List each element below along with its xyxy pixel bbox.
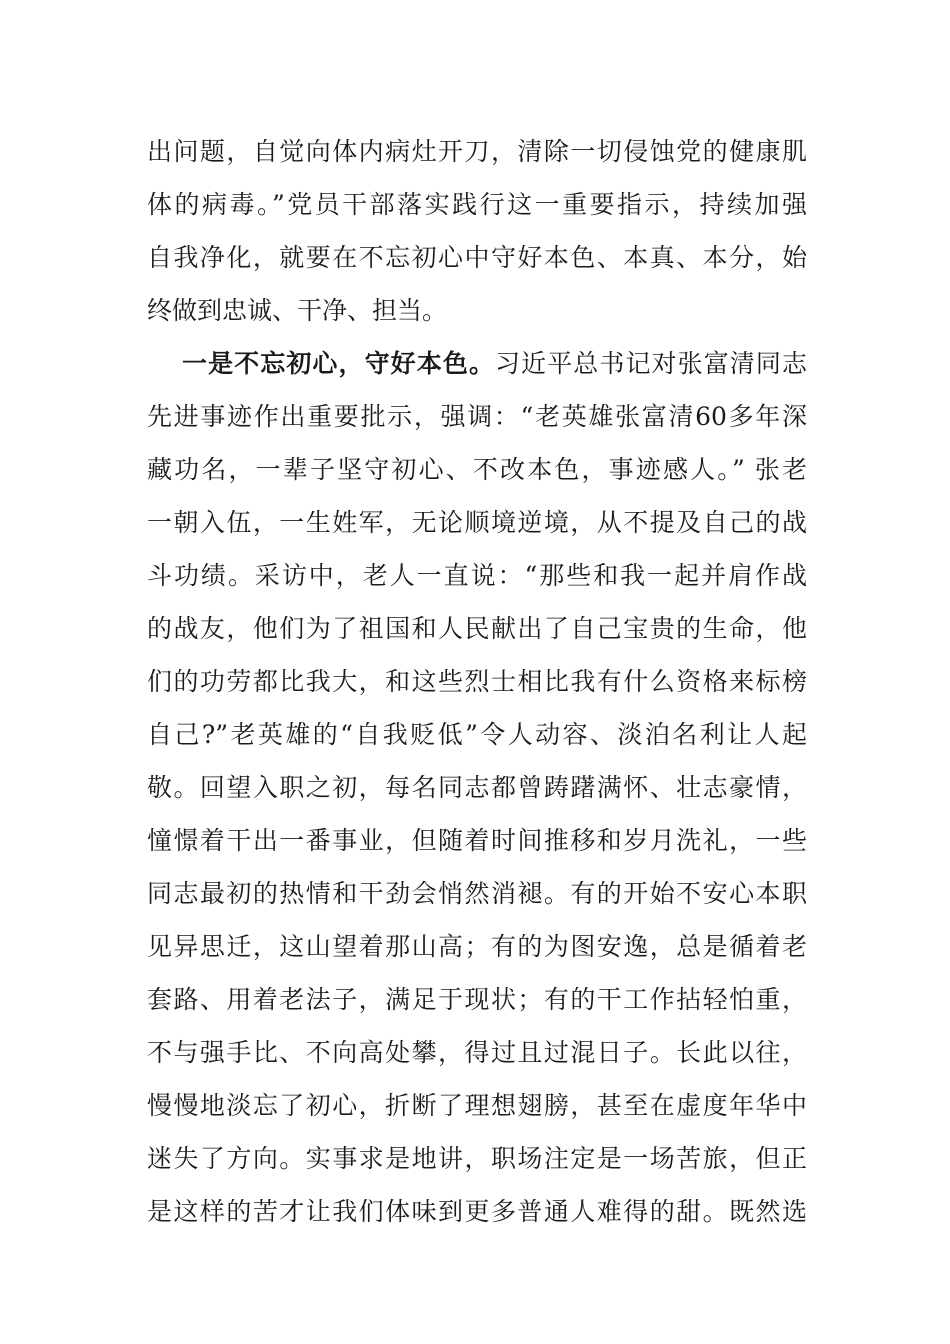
paragraph-1-line: 自我净化，就要在不忘初心中守好本色、本真、本分，始 bbox=[147, 243, 807, 272]
paragraph-2-line: 斗功绩。采访中，老人一直说：“那些和我一起并肩作战 bbox=[147, 561, 807, 590]
paragraph-2-heading: 一是不忘初心，守好本色。 bbox=[182, 349, 496, 378]
paragraph-1-line: 体的病毒。”党员干部落实践行这一重要指示，持续加强 bbox=[147, 190, 807, 219]
paragraph-2-line: 藏功名，一辈子坚守初心、不改本色，事迹感人。” 张老 bbox=[147, 455, 807, 484]
paragraph-2-first-line bbox=[147, 337, 807, 390]
paragraph-2-line: 不与强手比、不向高处攀，得过且过混日子。长此以往， bbox=[147, 1038, 807, 1067]
paragraph-2-line: 先进事迹作出重要批示，强调：“老英雄张富清60多年深 bbox=[147, 402, 807, 431]
paragraph-2-line: 迷失了方向。实事求是地讲，职场注定是一场苦旅，但正 bbox=[147, 1144, 807, 1173]
paragraph-2-line: 们的功劳都比我大，和这些烈士相比我有什么资格来标榜 bbox=[147, 667, 807, 696]
paragraph-2-line: 自己?”老英雄的“自我贬低”令人动容、淡泊名利让人起 bbox=[147, 720, 807, 749]
paragraph-1-line: 终做到忠诚、干净、担当。 bbox=[147, 296, 448, 325]
paragraph-2-line: 憧憬着干出一番事业，但随着时间推移和岁月洗礼，一些 bbox=[147, 826, 807, 855]
paragraph-2-line: 的战友，他们为了祖国和人民献出了自己宝贵的生命，他 bbox=[147, 614, 807, 643]
paragraph-1 bbox=[147, 125, 807, 337]
paragraph-2-line: 同志最初的热情和干劲会悄然消褪。有的开始不安心本职 bbox=[147, 879, 807, 908]
paragraph-2-line: 是这样的苦才让我们体味到更多普通人难得的甜。既然选 bbox=[147, 1197, 807, 1226]
paragraph-2-first-line-text: 习近平总书记对张富清同志 bbox=[495, 349, 807, 378]
paragraph-2-line: 敬。回望入职之初，每名同志都曾踌躇满怀、壮志豪情， bbox=[147, 773, 807, 802]
paragraph-2-line: 慢慢地淡忘了初心，折断了理想翅膀，甚至在虚度年华中 bbox=[147, 1091, 807, 1120]
paragraph-2-line: 见异思迁，这山望着那山高；有的为图安逸，总是循着老 bbox=[147, 932, 807, 961]
paragraph-2 bbox=[147, 337, 807, 1238]
paragraph-1-line: 出问题，自觉向体内病灶开刀，清除一切侵蚀党的健康肌 bbox=[147, 137, 807, 166]
paragraph-2-line: 一朝入伍，一生姓军，无论顺境逆境，从不提及自己的战 bbox=[147, 508, 807, 537]
paragraph-2-line: 套路、用着老法子，满足于现状；有的干工作拈轻怕重， bbox=[147, 985, 807, 1014]
